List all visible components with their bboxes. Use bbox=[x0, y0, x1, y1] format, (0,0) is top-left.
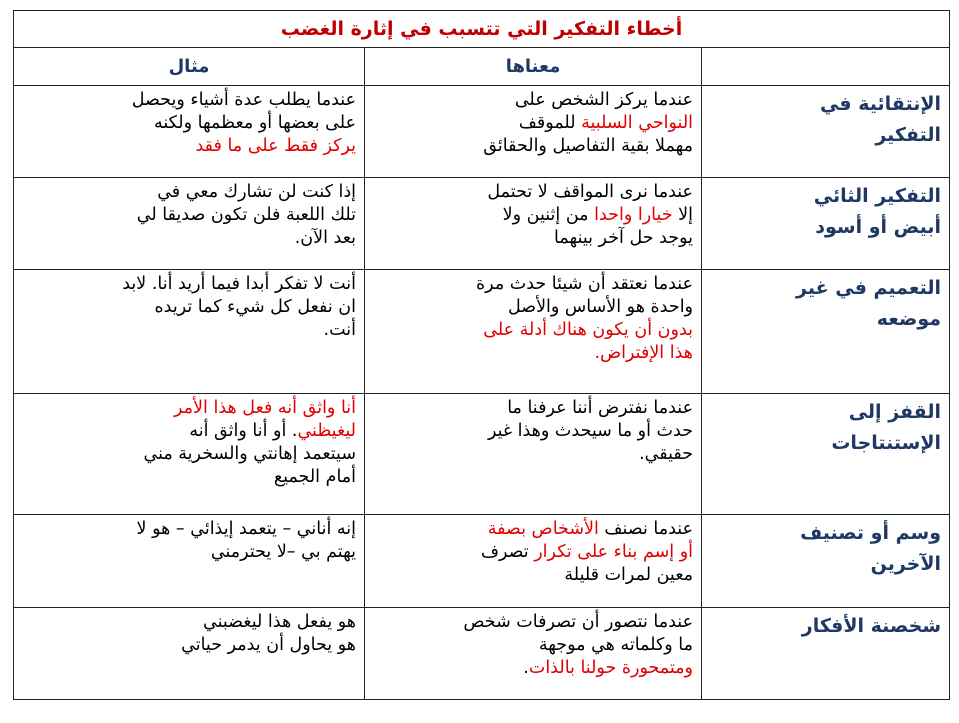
table-row bbox=[14, 394, 950, 515]
highlighted-text: أو إسم بناء على تكرار bbox=[534, 542, 694, 562]
term-line: التعميم في غير bbox=[796, 277, 942, 299]
term-line: الإستنتاجات bbox=[831, 432, 942, 454]
text-line bbox=[22, 611, 356, 634]
text-segment: من إثنين ولا bbox=[502, 205, 595, 225]
text-line bbox=[373, 227, 693, 250]
text-segment: عندما يركز الشخص على bbox=[514, 90, 694, 110]
text-line bbox=[22, 518, 356, 541]
term-line: وسم أو تصنيف bbox=[800, 522, 942, 544]
text-segment: سيتعمد إهانتي والسخرية مني bbox=[143, 444, 357, 464]
text-line bbox=[373, 319, 693, 342]
text-line bbox=[373, 541, 693, 564]
text-segment: تلك اللعبة فلن تكون صديقا لي bbox=[136, 205, 357, 225]
text-line bbox=[22, 420, 356, 443]
text-line bbox=[373, 420, 693, 443]
text-line bbox=[22, 227, 356, 250]
text-segment: للموقف bbox=[518, 113, 582, 133]
text-segment: . bbox=[523, 658, 529, 678]
text-segment: أمام الجميع bbox=[273, 467, 357, 487]
text-line bbox=[373, 564, 693, 587]
text-segment: . أو أنا واثق أنه bbox=[189, 421, 298, 441]
text-segment: إلا bbox=[672, 205, 694, 225]
table-row bbox=[14, 178, 950, 270]
example-cell bbox=[14, 86, 365, 178]
text-line bbox=[373, 181, 693, 204]
term-line: التفكير الثائي bbox=[813, 185, 942, 207]
table-row bbox=[14, 608, 950, 700]
highlighted-text: الأشخاص بصفة bbox=[487, 519, 599, 539]
text-segment: عندما نعتقد أن شيئا حدث مرة bbox=[476, 274, 694, 294]
text-line bbox=[373, 518, 693, 541]
text-line bbox=[373, 135, 693, 158]
text-segment: عندما نتصور أن تصرفات شخص bbox=[463, 612, 694, 632]
table-row bbox=[14, 270, 950, 394]
anger-thinking-errors-table bbox=[13, 10, 950, 700]
highlighted-text: يركز فقط على ما فقد bbox=[195, 136, 357, 156]
term-cell bbox=[702, 608, 950, 700]
text-segment: عندما نرى المواقف لا تحتمل bbox=[487, 182, 694, 202]
text-line bbox=[373, 443, 693, 466]
text-line bbox=[373, 296, 693, 319]
term-line: التفكير bbox=[875, 124, 942, 146]
highlighted-text: هذا الإفتراض. bbox=[594, 343, 694, 363]
example-cell bbox=[14, 394, 365, 515]
text-line bbox=[373, 657, 693, 680]
text-segment: إنه أناني – يتعمد إيذائي – هو لا bbox=[136, 519, 357, 539]
example-cell bbox=[14, 515, 365, 608]
table-row bbox=[14, 515, 950, 608]
text-line bbox=[22, 181, 356, 204]
text-segment: أنت لا تفكر أبدا فيما أريد أنا. لابد bbox=[122, 274, 357, 294]
text-segment: ان نفعل كل شيء كما تريده bbox=[154, 297, 357, 317]
term-line: أبيض أو أسود bbox=[815, 216, 942, 238]
text-line bbox=[373, 204, 693, 227]
text-line bbox=[373, 342, 693, 365]
text-segment: هو يحاول أن يدمر حياتي bbox=[181, 635, 357, 655]
text-line bbox=[373, 634, 693, 657]
highlighted-text: ليغيظني bbox=[297, 421, 357, 441]
text-line bbox=[22, 397, 356, 420]
text-segment: ما وكلماته هي موجهة bbox=[538, 635, 694, 655]
text-line bbox=[22, 89, 356, 112]
text-segment: إذا كنت لن تشارك معي في bbox=[157, 182, 357, 202]
text-segment: عندما نفترض أننا عرفنا ما bbox=[507, 398, 694, 418]
table-row bbox=[14, 86, 950, 178]
text-segment: بعد الآن. bbox=[294, 228, 357, 248]
text-line bbox=[22, 319, 356, 342]
text-line bbox=[373, 611, 693, 634]
term-line: الإنتقائية في bbox=[819, 93, 942, 115]
term-cell bbox=[702, 515, 950, 608]
text-line bbox=[373, 112, 693, 135]
header-example: مثال bbox=[14, 48, 365, 86]
text-segment: حدث أو ما سيحدث وهذا غير bbox=[487, 421, 694, 441]
text-line bbox=[22, 135, 356, 158]
text-segment: عندما يطلب عدة أشياء ويحصل bbox=[131, 90, 357, 110]
text-line bbox=[22, 204, 356, 227]
meaning-cell bbox=[365, 270, 702, 394]
meaning-cell bbox=[365, 394, 702, 515]
example-cell bbox=[14, 270, 365, 394]
text-line bbox=[22, 634, 356, 657]
term-cell bbox=[702, 270, 950, 394]
text-line bbox=[22, 466, 356, 489]
term-line: شخصنة الأفكار bbox=[801, 615, 942, 637]
term-line: الآخرين bbox=[870, 553, 942, 575]
text-segment: حقيقي. bbox=[639, 444, 694, 464]
text-segment: واحدة هو الأساس والأصل bbox=[507, 297, 694, 317]
header-meaning: معناها bbox=[365, 48, 702, 86]
text-segment: مهملا بقية التفاصيل والحقائق bbox=[483, 136, 694, 156]
table-title: أخطاء التفكير التي تتسبب في إثارة الغضب bbox=[14, 11, 950, 48]
example-cell bbox=[14, 178, 365, 270]
term-cell bbox=[702, 394, 950, 515]
header-term bbox=[702, 48, 950, 86]
example-cell bbox=[14, 608, 365, 700]
text-line bbox=[22, 273, 356, 296]
text-line bbox=[22, 296, 356, 319]
text-line bbox=[22, 541, 356, 564]
term-line: موضعه bbox=[876, 308, 942, 330]
meaning-cell bbox=[365, 178, 702, 270]
highlighted-text: ومتمحورة حولنا بالذات bbox=[528, 658, 694, 678]
highlighted-text: أنا واثق أنه فعل هذا الأمر bbox=[174, 398, 357, 418]
text-segment: عندما نصنف bbox=[598, 519, 694, 539]
meaning-cell bbox=[365, 86, 702, 178]
text-line bbox=[373, 273, 693, 296]
text-line bbox=[22, 443, 356, 466]
highlighted-text: النواحي السلبية bbox=[581, 113, 694, 133]
text-line bbox=[373, 397, 693, 420]
text-segment: يهتم بي –لا يحترمني bbox=[210, 542, 357, 562]
term-cell bbox=[702, 178, 950, 270]
text-segment: تصرف bbox=[480, 542, 535, 562]
meaning-cell bbox=[365, 515, 702, 608]
meaning-cell bbox=[365, 608, 702, 700]
text-segment: معين لمرات قليلة bbox=[564, 565, 694, 585]
highlighted-text: بدون أن يكون هناك أدلة على bbox=[483, 320, 694, 340]
text-line bbox=[22, 112, 356, 135]
text-segment: على بعضها أو معظمها ولكنه bbox=[153, 113, 357, 133]
term-line: القفز إلى bbox=[848, 401, 942, 423]
highlighted-text: خيارا واحدا bbox=[594, 205, 673, 225]
text-segment: يوجد حل آخر بينهما bbox=[554, 228, 694, 248]
term-cell bbox=[702, 86, 950, 178]
text-segment: أنت. bbox=[323, 320, 357, 340]
text-segment: هو يفعل هذا ليغضبني bbox=[202, 612, 357, 632]
text-line bbox=[373, 89, 693, 112]
